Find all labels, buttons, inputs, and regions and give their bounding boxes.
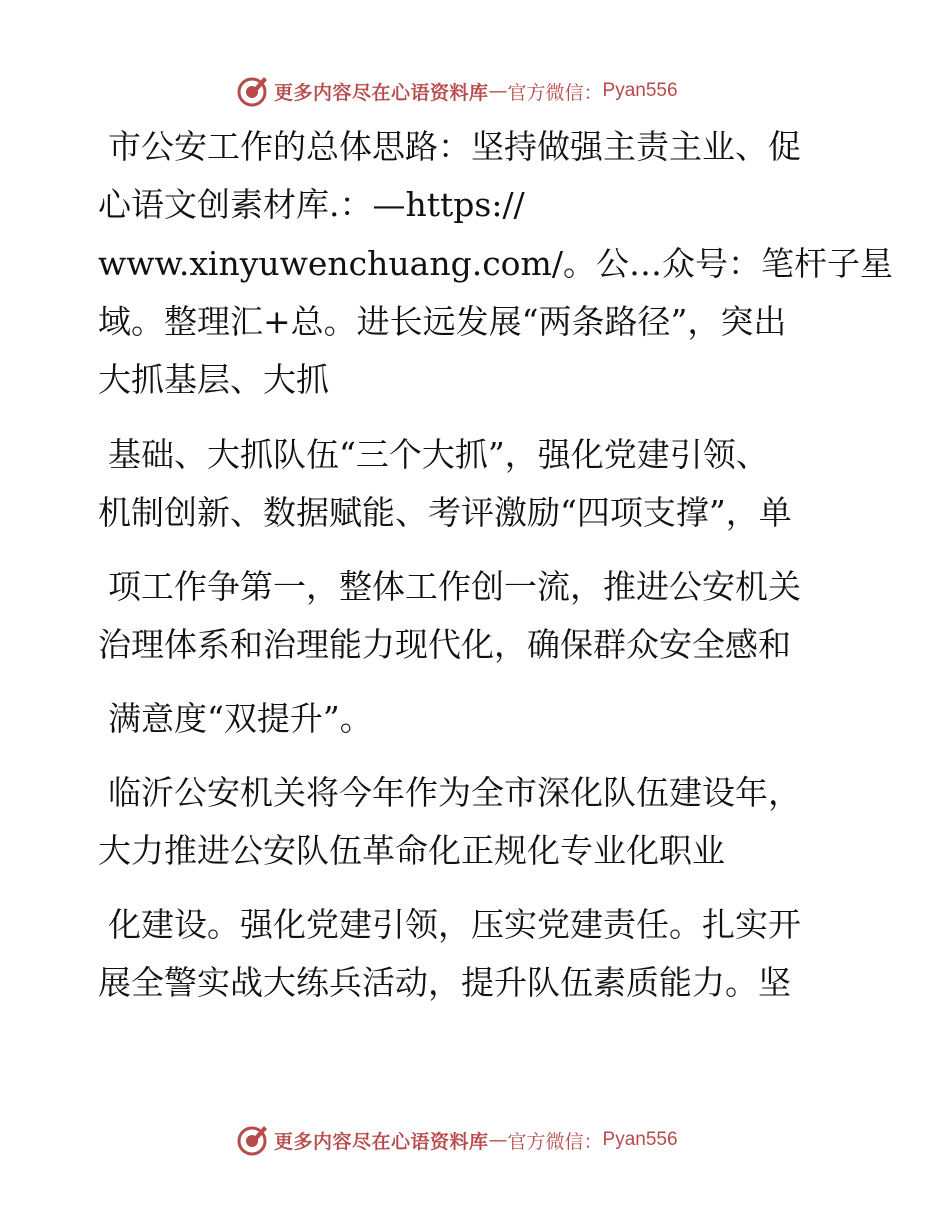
text-line: www.xinyuwenchuang.com/。公…众号：笔杆子星: [98, 244, 893, 283]
watermark-separator: —: [488, 1129, 508, 1151]
watermark-wechat-label: 官方微信：: [507, 81, 603, 104]
watermark-title: 更多内容尽在心语资料库: [274, 1130, 489, 1153]
header-watermark: [234, 71, 678, 111]
feather-seal-icon: [234, 73, 270, 109]
text-line: 展全警实战大练兵活动，提升队伍素质能力。坚: [98, 963, 791, 1002]
watermark-wechat-label: 官方微信：: [507, 1130, 603, 1153]
text-line: 项工作争第一，整体工作创一流，推进公安机关: [108, 567, 801, 606]
footer-watermark: [234, 1120, 678, 1160]
watermark-wechat-id: Pyan556: [602, 80, 678, 101]
text-line: 机制创新、数据赋能、考评激励“四项支撑”，单: [98, 493, 792, 532]
watermark-separator: —: [488, 80, 508, 102]
text-line: 大力推进公安队伍革命化正规化专业化职业: [98, 831, 725, 870]
text-line: 大抓基层、大抓: [98, 360, 329, 399]
text-line: 心语文创素材库.：—https://: [98, 185, 525, 224]
text-line: 域。整理汇+总。进长远发展“两条路径”，突出: [98, 302, 787, 341]
text-line: 满意度“双提升”。: [108, 699, 373, 738]
text-line: 基础、大抓队伍“三个大抓”，强化党建引领、: [108, 435, 769, 474]
watermark-wechat-id: Pyan556: [602, 1129, 678, 1150]
text-line: 临沂公安机关将今年作为全市深化队伍建设年，: [108, 773, 801, 812]
text-line: 治理体系和治理能力现代化，确保群众安全感和: [98, 625, 791, 664]
text-line: 市公安工作的总体思路：坚持做强主责主业、促: [108, 127, 801, 166]
feather-seal-icon: [234, 1122, 270, 1158]
watermark-title: 更多内容尽在心语资料库: [274, 81, 489, 104]
text-line: 化建设。强化党建引领，压实党建责任。扎实开: [108, 905, 801, 944]
